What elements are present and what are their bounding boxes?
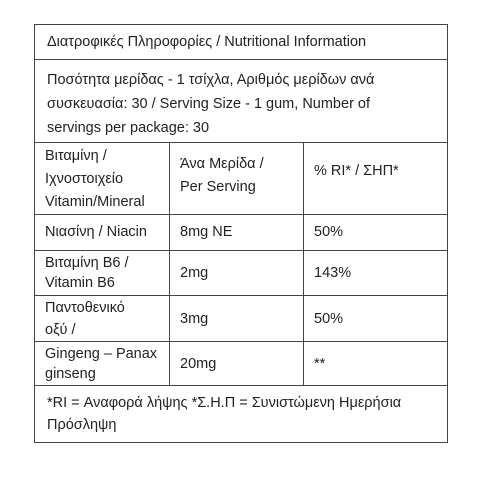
footnote-line-2: Πρόσληψη xyxy=(47,417,117,433)
ri-value: 50% xyxy=(314,224,344,240)
nutrient-name xyxy=(35,296,170,341)
nutrient-name-line: Gingeng – Panax xyxy=(45,346,158,362)
nutrient-name xyxy=(35,342,170,385)
ri-value: 50% xyxy=(314,311,344,327)
table-header-row xyxy=(35,143,447,215)
serving-info xyxy=(35,60,447,143)
nutrient-name-line: Vitamin B6 xyxy=(45,275,115,291)
header-ri: % RI* / ΣΗΠ* xyxy=(314,163,399,179)
header-col1-line: Ιχνοστοιχείο xyxy=(45,171,124,187)
header-col2-line: Άνα Μερίδα / xyxy=(180,156,264,172)
header-col1-line: Βιταμίνη / xyxy=(45,148,107,164)
serving-line-1: Ποσότητα μερίδας - 1 τσίχλα, Αριθμός μερίδων ανά xyxy=(47,72,375,88)
nutrient-name xyxy=(35,251,170,295)
table-row xyxy=(35,342,447,386)
per-serving-value: 3mg xyxy=(170,296,304,341)
per-serving-value: 8mg NE xyxy=(170,215,304,250)
serving-line-3: servings per package: 30 xyxy=(47,120,210,136)
ri-value: 143% xyxy=(314,265,352,281)
nutrition-label xyxy=(34,24,448,443)
per-serving-value: 2mg xyxy=(170,251,304,295)
nutrient-name: Νιασίνη / Niacin xyxy=(35,215,170,250)
footnote-line-1: *RI = Αναφορά λήψης *Σ.Η.Π = Συνιστώμενη Ημερήσια xyxy=(47,395,402,411)
header-col2-line: Per Serving xyxy=(180,179,256,195)
per-serving-value: 20mg xyxy=(170,342,304,385)
nutrient-name-line: οξύ / xyxy=(45,322,76,338)
table-row xyxy=(35,296,447,342)
table-row xyxy=(35,251,447,296)
header-vitamin-mineral xyxy=(35,143,170,214)
header-per-serving xyxy=(170,143,304,214)
label-title: Διατροφικές Πληροφορίες / Nutritional Information xyxy=(35,25,447,60)
ri-value: ** xyxy=(314,356,326,372)
nutrient-name-line: Παντοθενικό xyxy=(45,300,125,316)
table-row xyxy=(35,215,447,251)
footnote xyxy=(35,386,447,442)
nutrient-name-line: Βιταμίνη B6 / xyxy=(45,255,129,271)
header-col1-line: Vitamin/Mineral xyxy=(45,194,145,210)
serving-line-2: συσκευασία: 30 / Serving Size - 1 gum, Number of xyxy=(47,96,371,112)
nutrient-name-line: ginseng xyxy=(45,366,96,382)
